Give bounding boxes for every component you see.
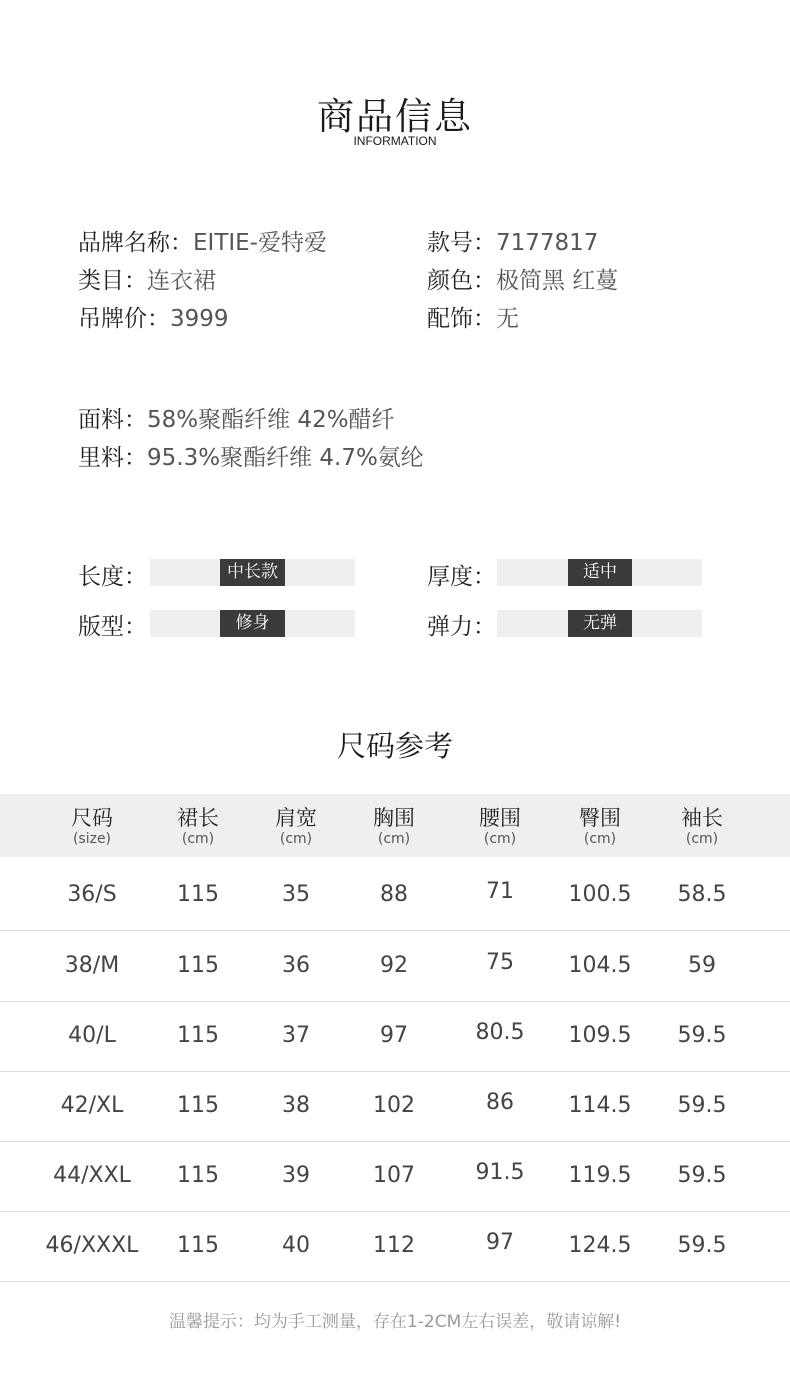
lining-info (78, 439, 424, 472)
header-dress-length (148, 794, 248, 857)
cell-shoulder: 37 (282, 1023, 310, 1048)
cell-length: 115 (177, 1093, 219, 1118)
section-subtitle: INFORMATION (353, 134, 437, 148)
fit-value: 修身 (220, 610, 285, 637)
fabric-label: 面料： (78, 407, 147, 433)
cell-bust: 97 (380, 1023, 408, 1048)
header-shoulder (246, 794, 346, 857)
color-value: 极简黑 红蔓 (496, 268, 619, 294)
header-unit: (cm) (685, 831, 719, 847)
header-hip (550, 794, 650, 857)
section-title: 商品信息 (317, 95, 473, 138)
cell-bust: 88 (380, 882, 408, 907)
price-value: 3999 (170, 306, 229, 332)
cell-waist: 80.5 (475, 1020, 525, 1045)
cell-hip: 109.5 (568, 1023, 632, 1048)
header-label: 胸围 (373, 806, 415, 830)
cell-shoulder: 39 (282, 1163, 310, 1188)
cell-hip: 119.5 (568, 1163, 632, 1188)
style-info (427, 224, 598, 257)
cell-hip: 124.5 (568, 1233, 632, 1258)
header-label: 裙长 (177, 806, 219, 830)
fabric-value: 58%聚酯纤维 42%醋纤 (147, 407, 395, 433)
elasticity-label: 弹力： (427, 614, 496, 640)
color-info (427, 262, 618, 295)
header-label: 尺码 (71, 806, 113, 830)
cell-sleeve: 59.5 (677, 1023, 727, 1048)
color-label: 颜色： (427, 268, 496, 294)
measurement-tip: 温馨提示：均为手工测量，存在1-2CM左右误差，敬请谅解! (168, 1312, 622, 1332)
table-row (0, 860, 790, 931)
cell-shoulder: 35 (282, 882, 310, 907)
header-label: 袖长 (681, 806, 723, 830)
cell-size: 40/L (68, 1023, 116, 1048)
lining-value: 95.3%聚酯纤维 4.7%氨纶 (147, 445, 424, 471)
accessory-label: 配饰： (427, 306, 496, 332)
cell-shoulder: 40 (282, 1233, 310, 1258)
header-unit: (cm) (377, 831, 411, 847)
cell-bust: 112 (373, 1233, 415, 1258)
cell-length: 115 (177, 882, 219, 907)
category-value: 连衣裙 (147, 268, 216, 294)
header-unit: (cm) (279, 831, 313, 847)
header-unit: (cm) (181, 831, 215, 847)
header-unit: (size) (72, 831, 112, 847)
fabric-info (78, 401, 395, 434)
cell-sleeve: 59.5 (677, 1233, 727, 1258)
elasticity-value: 无弹 (568, 610, 632, 637)
cell-size: 46/XXXL (45, 1233, 139, 1258)
accessory-info (427, 300, 519, 333)
cell-bust: 92 (380, 953, 408, 978)
thickness-value: 适中 (568, 559, 632, 586)
category-label: 类目： (78, 268, 147, 294)
header-label: 臀围 (579, 806, 621, 830)
cell-waist: 91.5 (475, 1160, 525, 1185)
header-label: 腰围 (479, 806, 521, 830)
length-value: 中长款 (220, 559, 285, 586)
cell-bust: 107 (373, 1163, 415, 1188)
cell-hip: 104.5 (568, 953, 632, 978)
cell-size: 38/M (64, 953, 120, 978)
header-size (42, 794, 142, 857)
header-sleeve (652, 794, 752, 857)
cell-hip: 100.5 (568, 882, 632, 907)
fit-label: 版型： (78, 614, 147, 640)
header-label: 肩宽 (275, 806, 317, 830)
cell-waist: 97 (486, 1230, 514, 1255)
size-table-header (0, 794, 790, 857)
cell-length: 115 (177, 1233, 219, 1258)
table-row (0, 1141, 790, 1212)
cell-bust: 102 (373, 1093, 415, 1118)
header-unit: (cm) (583, 831, 617, 847)
brand-label: 品牌名称： (78, 230, 193, 256)
cell-size: 44/XXL (53, 1163, 131, 1188)
thickness-label: 厚度： (427, 564, 496, 590)
cell-shoulder: 38 (282, 1093, 310, 1118)
lining-label: 里料： (78, 445, 147, 471)
cell-waist: 86 (486, 1090, 514, 1115)
header-unit: (cm) (483, 831, 517, 847)
cell-sleeve: 59 (688, 953, 716, 978)
price-info (78, 300, 229, 333)
brand-value: EITIE-爱特爱 (193, 230, 327, 256)
price-label: 吊牌价： (78, 306, 170, 332)
cell-waist: 71 (486, 879, 514, 904)
cell-sleeve: 59.5 (677, 1093, 727, 1118)
cell-hip: 114.5 (568, 1093, 632, 1118)
table-row (0, 931, 790, 1002)
table-row (0, 1001, 790, 1072)
table-row (0, 1071, 790, 1142)
table-row (0, 1211, 790, 1282)
cell-shoulder: 36 (282, 953, 310, 978)
cell-size: 36/S (67, 882, 117, 907)
cell-sleeve: 59.5 (677, 1163, 727, 1188)
length-label: 长度： (78, 564, 147, 590)
cell-waist: 75 (486, 950, 514, 975)
cell-size: 42/XL (60, 1093, 124, 1118)
cell-length: 115 (177, 953, 219, 978)
style-value: 7177817 (496, 230, 599, 256)
cell-length: 115 (177, 1023, 219, 1048)
header-waist (450, 794, 550, 857)
brand-info (78, 224, 327, 257)
style-label: 款号： (427, 230, 496, 256)
size-chart-title: 尺码参考 (336, 729, 453, 763)
cell-sleeve: 58.5 (677, 882, 727, 907)
header-bust (344, 794, 444, 857)
cell-length: 115 (177, 1163, 219, 1188)
accessory-value: 无 (496, 306, 519, 332)
category-info (78, 262, 216, 295)
